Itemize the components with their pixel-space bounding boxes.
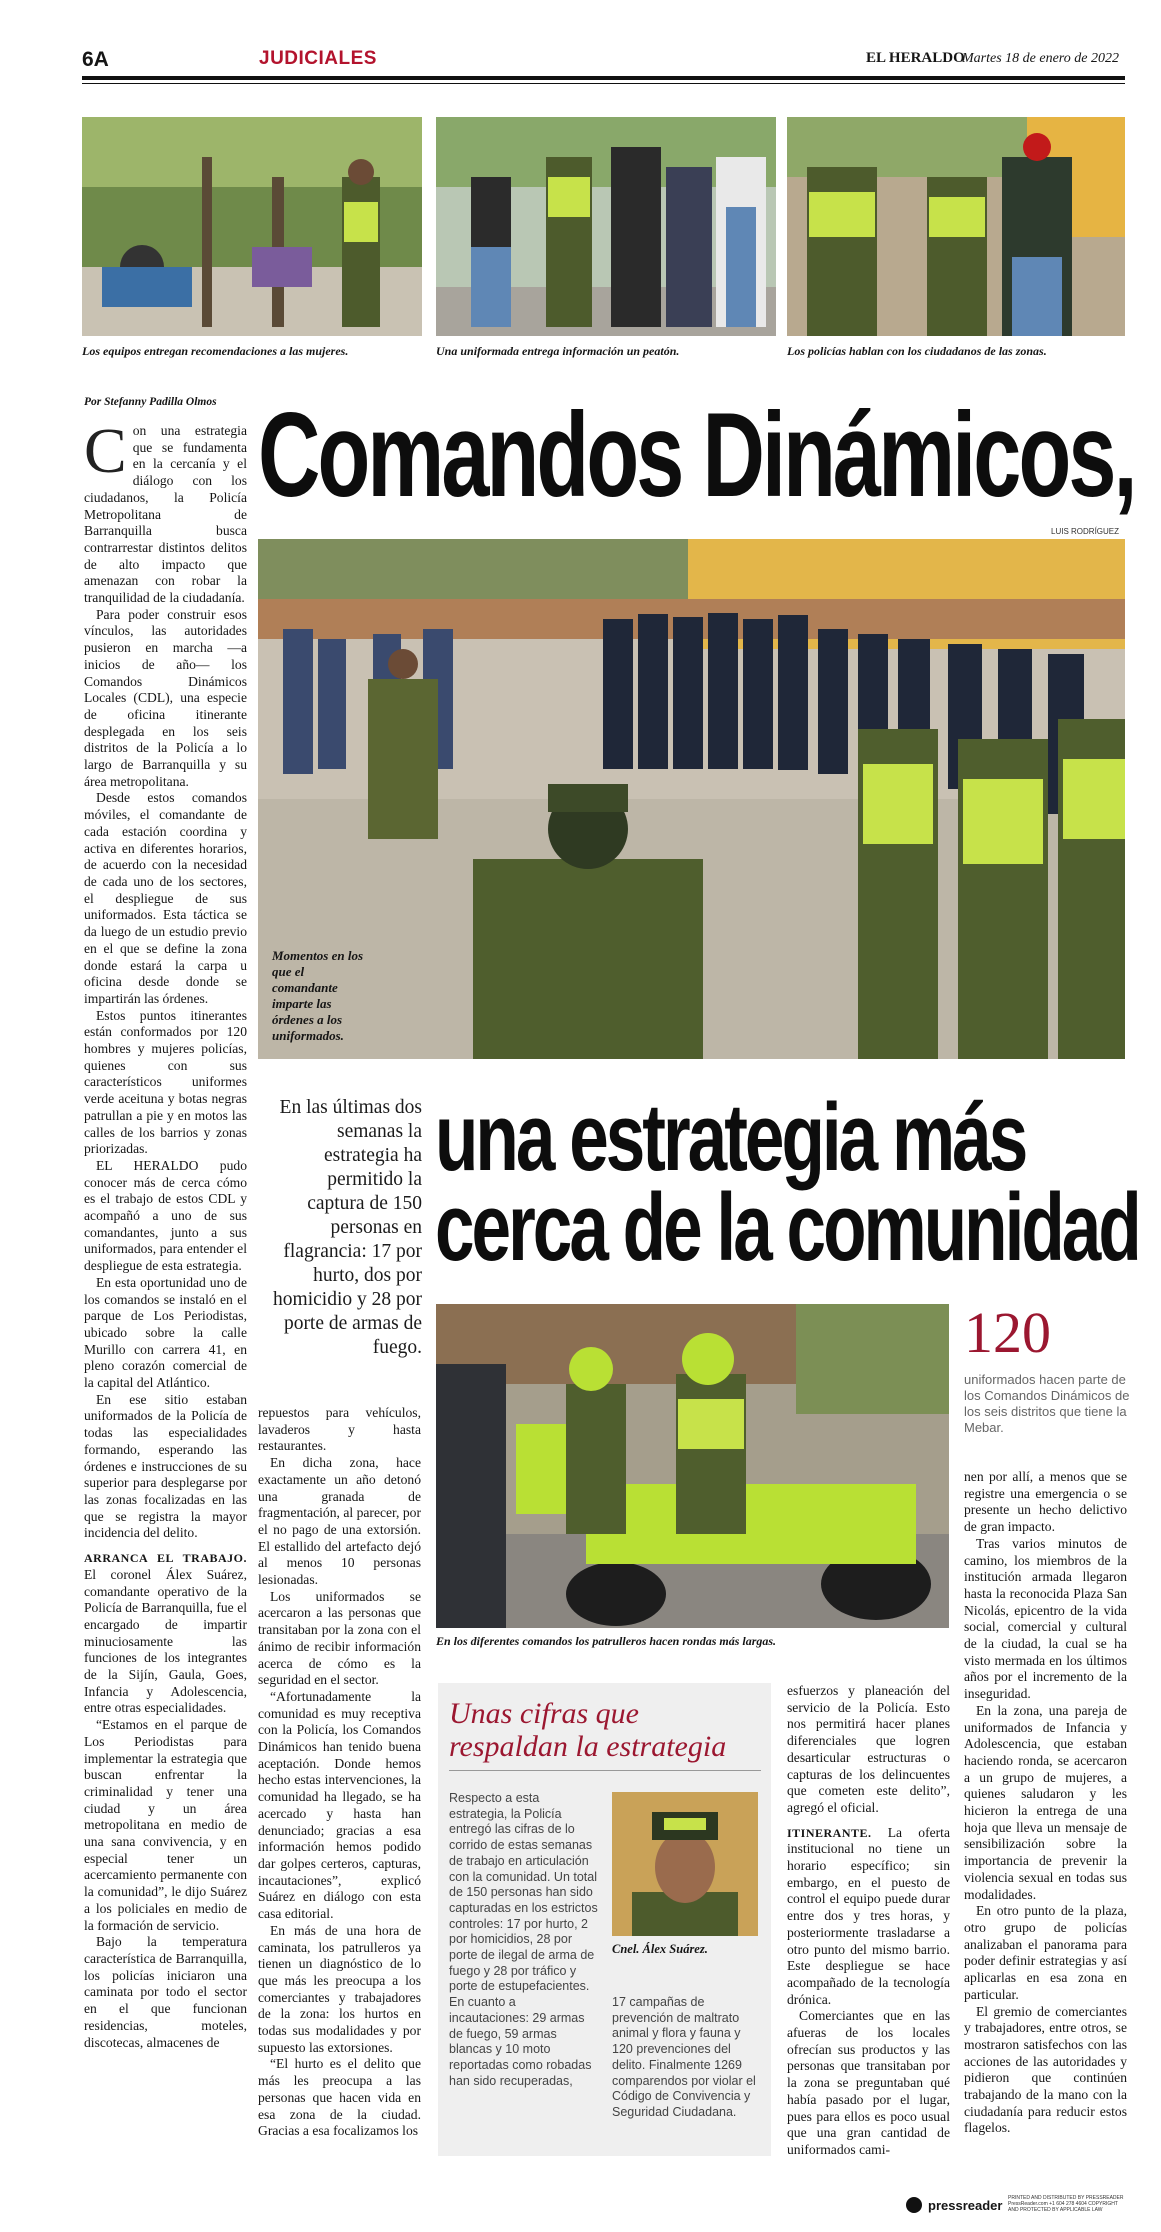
paragraph: “El hurto es el delito que más les preocupa a las personas que hacen vida en esa zona de la ciudad. Gracias a esa focalizamos los — [258, 2056, 421, 2139]
paragraph: En más de una hora de caminata, los patrulleros ya tienen un diagnóstico de lo que más les preocupa a los comerciantes y trabajadores de la zona: los hurtos en todas sus modalidades y por supuesto las extorsiones. — [258, 1922, 421, 2055]
paragraph: El coronel Álex Suárez, comandante operativo de la Policía de Barranquilla, fue el encargado de impartir minuciosamente las funciones de los integrantes de la Sijín, Gaula, Goes, Infancia y Adolescencia, entre otras especialidades. — [84, 1566, 247, 1716]
paragraph: on una estrategia que se fundamenta en la cercanía y el diálogo con los ciudadanos, la Policía Metropolitana de Barranquilla busca contrarrestar distintos delitos de alto impacto que amenazan con robar la tranquilidad de la ciudadanía. — [84, 423, 247, 606]
main-photo-formation — [258, 539, 1125, 1059]
subhead: ITINERANTE. — [787, 1825, 872, 1840]
paragraph: El gremio de comerciantes y trabajadores, entre otros, se mostraron satisfechos con las acciones de las autoridades y pidieron que continúen trabajando de la mano con la ciudadanía para reducir estos flagelos. — [964, 2003, 1127, 2136]
paragraph: En la zona, una pareja de uniformados de Infancia y Adolescencia, que estaban haciendo ronda, se acercaron a un grupo de mujeres, a quienes saludaron y les hicieron la entrega de una hoja que lleva un mensaje de sensibilización sobre la importancia de prevenir la violencia sexual en todas sus modalidades. — [964, 1702, 1127, 1902]
headline-part-2b: cerca de la comunidad — [435, 1174, 1139, 1281]
sidebar-box-title: Unas cifras que respaldan la estrategia — [449, 1697, 727, 1763]
stat-description: uniformados hacen parte de los Comandos Dinámicos de los seis distritos que tiene la Mebar. — [964, 1372, 1130, 1435]
paragraph: “Estamos en el parque de Los Periodistas para implementar la estrategia que buscan enfrentar la criminalidad y tener una ciudad y un área metropolitana en medio de una sana convivencia, y en especial tener un acercamiento permanente con la comunidad”, le dijo Suárez a los policiales en medio de la formación de servicio. — [84, 1717, 247, 1933]
moto-photo-caption: En los diferentes comandos los patrulleros hacen rondas más largas. — [436, 1634, 777, 1648]
pull-quote: En las últimas dos semanas la estrategia ha permitido la captura de 150 personas en flagrancia: 17 por hurto, dos por homicidio y 28 por porte de armas de fuego. — [273, 1097, 422, 1358]
byline: Por Stefanny Padilla Olmos — [84, 396, 217, 408]
paragraph: En dicha zona, hace exactamente un año detonó una granada de fragmentación, al parecer, por el no pago de una extorsión. El estallido del artefacto dejó al menos 10 personas lesionadas. — [258, 1455, 421, 1588]
headline-part-1: Comandos Dinámicos, — [258, 388, 1135, 522]
paragraph: Comerciantes que en las afueras de los locales ofrecían sus productos y las personas que transitaban por la zona se preguntaban qué había pasado por el lugar, pues para ellos es poco usual que una gran cantidad de uniformados cami- — [787, 2008, 950, 2157]
drop-cap: C — [84, 415, 127, 486]
issue-date: Martes 18 de enero de 2022 — [962, 51, 1119, 66]
sidebar-box-text-a: Respecto a esta estrategia, la Policía entregó las cifras de lo corrido de estas semanas de trabajo en articulación con la comunidad. Un total de 150 personas han sido capturadas en los estrictos controles: 17 por hurto, 2 por homicidios, 28 por porte de ilegal de arma de fuego y 28 por tráfico y porte de estupefacientes. En cuanto a incautaciones: 29 armas de fuego, 59 armas blancas y 10 moto reportadas como robadas han sido recuperadas, — [449, 1791, 598, 2088]
headline-part-2a: una estrategia más — [435, 1084, 1026, 1191]
photo-police-citizens — [787, 117, 1125, 336]
main-photo-caption: Momentos en los que el comandante imparte las órdenes a los uniformados. — [272, 948, 364, 1043]
photo-caption: Los equipos entregan recomendaciones a las mujeres. — [82, 344, 349, 358]
paragraph: Desde estos comandos móviles, el comandante de cada estación coordina y activa en diferentes horarios, de acuerdo con la necesidad de cada uno de los sectores, el despliegue de sus uniformados. Esta táctica se da luego de un estudio previo en el que se define la zona donde estará la carpa u oficina desde donde se impartirán las órdenes. — [84, 790, 247, 1006]
pressreader-fine-print: PRINTED AND DISTRIBUTED BY PRESSREADER PressReader.com +1 604 278 4604 COPYRIGHT AND PROTECTED BY APPLICABLE LAW — [1008, 2195, 1124, 2213]
paragraph: En ese sitio estaban uniformados de la Policía de todas las especialidades formando, esperando las órdenes e instrucciones de su superior para desplegarse por las zonas focalizadas en las que se registra la mayor incidencia del delito. — [84, 1391, 247, 1541]
paragraph: “Afortunadamente la comunidad es muy receptiva con la Policía, los Comandos Dinámicos han tenido buena aceptación. Donde hemos hecho estas intervenciones, la comunidad ha llegado, se ha acercado y hasta han denunciado; gracias a esa información hemos podido dar golpes certeros, capturas, incautaciones”, explicó Suárez en diálogo con esta casa editorial. — [258, 1688, 421, 1922]
paragraph: En esta oportunidad uno de los comandos se instaló en el parque de Los Periodistas, ubicado sobre la calle Murillo con carrera 41, en pleno corazón comercial de la capital del Atlántico. — [84, 1274, 247, 1391]
header-rule-thin — [82, 83, 1125, 84]
page-number: 6A — [82, 48, 109, 71]
header-rule — [82, 76, 1125, 80]
paragraph: EL HERALDO pudo conocer más de cerca cómo es el trabajo de estos CDL y acompañó a uno de sus comandantes, junto a sus uniformados, para entender el despliegue de esta estrategia. — [84, 1157, 247, 1274]
article-column-3 — [787, 1683, 950, 2159]
article-column-2 — [258, 1405, 421, 2140]
photo-women-recommendations — [82, 117, 422, 336]
portrait-caption: Cnel. Álex Suárez. — [612, 1942, 708, 1956]
paragraph: repuestos para vehículos, lavaderos y hasta restaurantes. — [258, 1405, 421, 1454]
stat-number: 120 — [964, 1300, 1051, 1365]
paragraph: En otro punto de la plaza, otro grupo de policías analizaban el panorama para poder definir estrategias y así aplicarlas en esa zona en particular. — [964, 1903, 1127, 2002]
article-column-1 — [84, 415, 247, 2051]
photo-moto-patrol — [436, 1304, 949, 1628]
publication-name: EL HERALDO — [866, 50, 965, 66]
paragraph: Estos puntos itinerantes están conformados por 120 hombres y mujeres policías, quienes con sus característicos uniformes verde aceituna y botas negras patrullan a pie y en motos las calles de los barrios y zonas priorizadas. — [84, 1007, 247, 1157]
article-column-4 — [964, 1469, 1127, 2137]
pressreader-wordmark: pressreader — [928, 2198, 1003, 2213]
sidebar-box-text-b: 17 campañas de prevención de maltrato animal y flora y fauna y 120 prevenciones del delito. Finalmente 1269 comparendos por violar el Código de Convivencia y Seguridad Ciudadana. — [612, 1995, 756, 2119]
paragraph: Para poder construir esos vínculos, las autoridades pusieron en marcha —a inicios de año— los Comandos Dinámicos Locales (CDL), una especie de oficina itinerante desplegada en los seis distritos de la Policía a lo largo de Barranquilla y su área metropolitana. — [84, 606, 247, 789]
photo-officer-pedestrian — [436, 117, 776, 336]
paragraph: esfuerzos y planeación del servicio de la Policía. Esto nos permitirá hacer planes diferenciales que logren desarticular estructuras o capturas de los delincuentes que cometen este delito”, agregó el oficial. — [787, 1683, 950, 1815]
sidebar-box-rule — [449, 1770, 761, 1771]
section-title: JUDICIALES — [259, 48, 377, 69]
pressreader-logo-icon — [906, 2197, 922, 2213]
photo-credit: LUIS RODRÍGUEZ — [1051, 527, 1120, 536]
subhead: ARRANCA EL TRABAJO. — [84, 1551, 247, 1566]
paragraph: Los uniformados se acercaron a las personas que transitaban por la zona con el ánimo de recibir información acerca de cómo es la seguridad en el sector. — [258, 1588, 421, 1688]
paragraph: Bajo la temperatura característica de Barranquilla, los policías iniciaron una caminata por todo el sector en el que funcionan residencias, moteles, discotecas, almacenes de — [84, 1934, 247, 2050]
portrait-colonel — [612, 1792, 758, 1936]
photo-caption: Una uniformada entrega información un peatón. — [436, 344, 680, 358]
paragraph: nen por allí, a menos que se registre una emergencia o se presente un hecho delictivo de gran impacto. — [964, 1469, 1127, 1535]
photo-caption: Los policías hablan con los ciudadanos de las zonas. — [787, 344, 1047, 358]
paragraph: Tras varios minutos de camino, los miembros de la institución armada llegaron hasta la reconocida Plaza San Nicolás, epicentro de la vida social, comercial y cultural de la ciudad, la cual se ha visto mermada en los últimos años por el incremento de la inseguridad. — [964, 1535, 1127, 1702]
paragraph: La oferta institucional no tiene un horario específico; sin embargo, en el puesto de control el equipo puede durar entre dos y tres horas, y posteriormente trasladarse a otro punto del mismo barrio. Este despliegue se hace acompañado de la tecnología drónica. — [787, 1824, 950, 2007]
